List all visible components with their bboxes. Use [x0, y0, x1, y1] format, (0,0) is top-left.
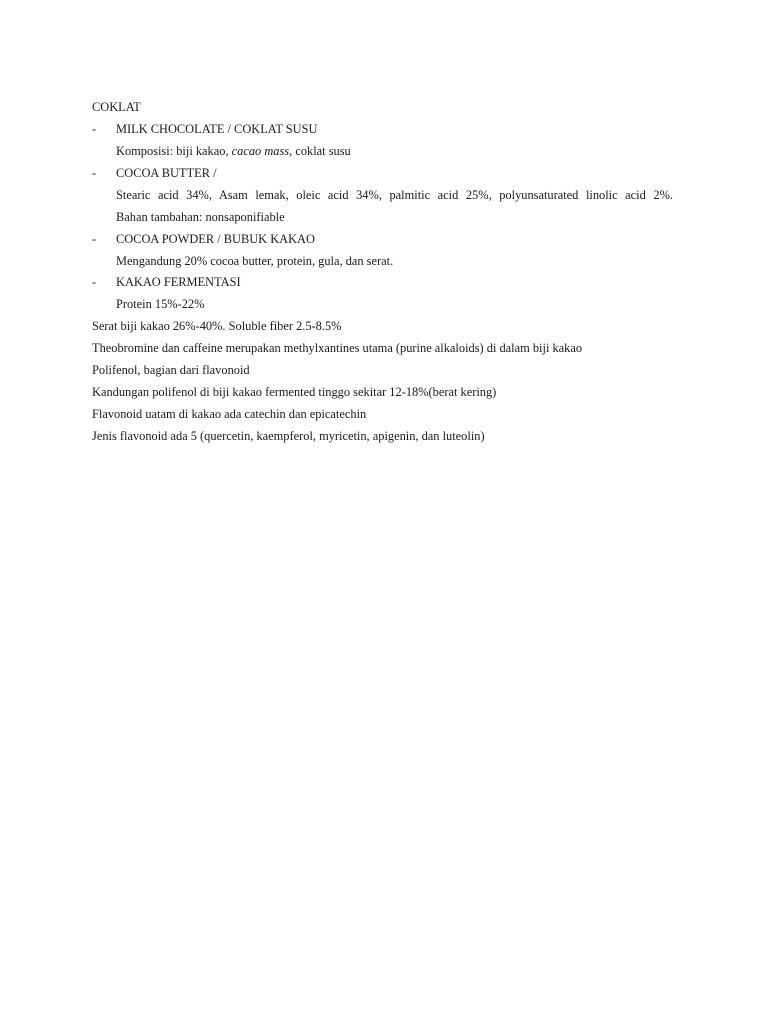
section-body-cocoa-powder: Mengandung 20% cocoa butter, protein, gula, dan serat.	[116, 254, 394, 268]
body-suffix: , coklat susu	[289, 144, 351, 158]
section-body-cocoa-butter-line2: Bahan tambahan: nonsaponifiable	[116, 210, 285, 224]
section-heading-kakao-fermentasi: KAKAO FERMENTASI	[116, 275, 241, 289]
body-prefix: Komposisi: biji kakao,	[116, 144, 232, 158]
paragraph-polifenol: Polifenol, bagian dari flavonoid	[92, 363, 250, 377]
section-heading-milk-chocolate: MILK CHOCOLATE / COKLAT SUSU	[116, 122, 318, 136]
paragraph-flavonoid-utama: Flavonoid uatam di kakao ada catechin dan epicatechin	[92, 407, 367, 421]
paragraph-jenis-flavonoid: Jenis flavonoid ada 5 (quercetin, kaempferol, myricetin, apigenin, dan luteolin)	[92, 429, 485, 443]
paragraph-serat: Serat biji kakao 26%-40%. Soluble fiber 2.5-8.5%	[92, 319, 342, 333]
bullet-dash: -	[92, 166, 97, 180]
section-heading-cocoa-butter: COCOA BUTTER /	[116, 166, 217, 180]
section-body-kakao-fermentasi: Protein 15%-22%	[116, 297, 205, 311]
paragraph-kandungan-polifenol: Kandungan polifenol di biji kakao fermented tinggo sekitar 12-18%(berat kering)	[92, 385, 497, 399]
section-body-milk-chocolate	[116, 143, 351, 159]
paragraph-theobromine: Theobromine dan caffeine merupakan methylxantines utama (purine alkaloids) di dalam biji kakao	[92, 341, 583, 355]
bullet-dash: -	[92, 275, 97, 289]
body-italic-term: cacao mass	[231, 144, 290, 158]
bullet-dash: -	[92, 122, 97, 136]
section-body-cocoa-butter-line1: Stearic acid 34%, Asam lemak, oleic acid 34%, palmitic acid 25%, polyunsaturated linolic acid 2%.	[116, 188, 673, 202]
section-heading-cocoa-powder: COCOA POWDER / BUBUK KAKAO	[116, 232, 315, 246]
bullet-dash: -	[92, 232, 97, 246]
document-title: COKLAT	[92, 100, 141, 114]
